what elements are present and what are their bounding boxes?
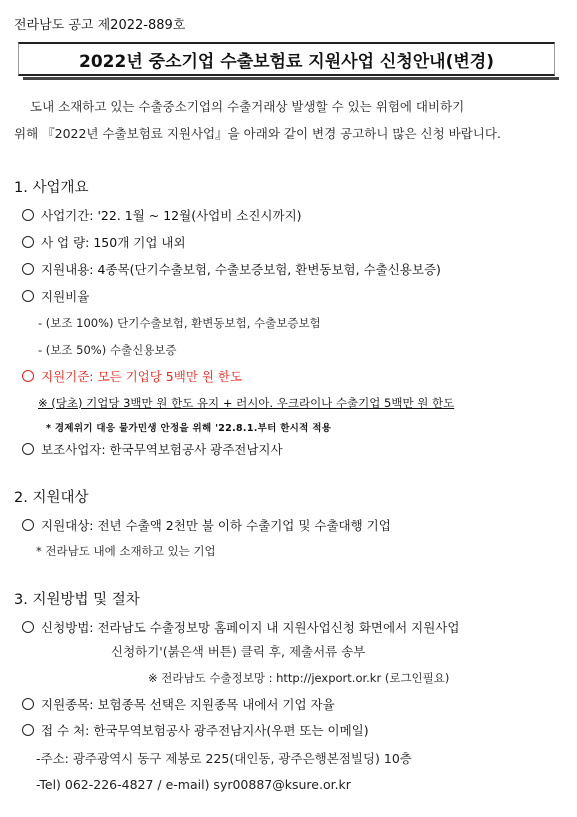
content-text: 지원내용: 4종목(단기수출보험, 수출보증보험, 환변동보험, 수출신용보증) <box>41 262 441 277</box>
circle-bullet-icon <box>22 443 34 455</box>
scale-text: 사 업 량: 150개 기업 내외 <box>41 235 186 250</box>
target-item <box>22 516 391 534</box>
method-note: ※ 전라남도 수출정보망 : http://jexport.or.kr (로그인필요) <box>148 671 450 685</box>
target-note: * 전라남도 내에 소재하고 있는 기업 <box>36 544 216 558</box>
temporary-note: * 경제위기 대응 물가민생 안정을 위해 '22.8.1.부터 한시적 적용 <box>46 423 332 434</box>
circle-bullet-icon <box>22 209 34 221</box>
section-1-heading: 1. 사업개요 <box>14 180 89 196</box>
period-text: 사업기간: '22. 1월 ~ 12월(사업비 소진시까지) <box>41 208 302 223</box>
ratio-text: 지원비율 <box>41 289 90 304</box>
circle-bullet-icon <box>22 519 34 531</box>
circle-bullet-icon <box>22 290 34 302</box>
scale-item <box>22 233 186 251</box>
circle-bullet-icon <box>22 370 34 382</box>
title-box <box>18 42 555 76</box>
criteria-text: 지원기준: 모든 기업당 5백만 원 한도 <box>41 369 243 384</box>
current-note: ※ (당초) 기업당 3백만 원 한도 유지 + 러시아. 우크라이나 수출기업 5백만 원 한도 <box>38 396 455 410</box>
circle-bullet-icon <box>22 236 34 248</box>
ratio-100-text: - (보조 100%) 단기수출보험, 환변동보험, 수출보증보험 <box>38 316 321 330</box>
content-item <box>22 260 441 278</box>
page-title: 2022년 중소기업 수출보험료 지원사업 신청안내(변경) <box>79 51 494 72</box>
item-select-text: 지원종목: 보험종목 선택은 지원종목 내에서 기업 자율 <box>41 697 335 712</box>
address-text: -주소: 광주광역시 동구 제봉로 225(대인동, 광주은행본점빌딩) 10층 <box>36 751 412 766</box>
item-select-item <box>22 695 335 713</box>
method-text-line-2: 신청하기'(붉은색 버튼) 클릭 후, 제출서류 송부 <box>111 644 366 659</box>
section-3-heading: 3. 지원방법 및 절차 <box>14 592 140 608</box>
period-item <box>22 206 302 224</box>
criteria-item <box>22 367 242 385</box>
circle-bullet-icon <box>22 621 34 633</box>
intro-line-1: 도내 소재하고 있는 수출중소기업의 수출거래상 발생할 수 있는 위험에 대비하기 <box>30 99 465 114</box>
contact-text: -Tel) 062-226-4827 / e-mail) syr00887@ksure.or.kr <box>36 777 351 792</box>
notice-number: 전라남도 공고 제2022-889호 <box>14 18 186 33</box>
circle-bullet-icon <box>22 698 34 710</box>
operator-item <box>22 440 283 458</box>
operator-text: 보조사업자: 한국무역보험공사 광주전남지사 <box>41 442 283 457</box>
circle-bullet-icon <box>22 724 34 736</box>
section-2-heading: 2. 지원대상 <box>14 490 89 506</box>
ratio-item <box>22 287 89 305</box>
reception-item <box>22 721 369 739</box>
method-text-line-1: 신청방법: 전라남도 수출정보망 홈페이지 내 지원사업신청 화면에서 지원사업 <box>41 620 460 635</box>
ratio-50-text: - (보조 50%) 수출신용보증 <box>38 343 177 357</box>
target-text: 지원대상: 전년 수출액 2천만 불 이하 수출기업 및 수출대행 기업 <box>41 518 391 533</box>
reception-text: 접 수 처: 한국무역보험공사 광주전남지사(우편 또는 이메일) <box>41 723 369 738</box>
circle-bullet-icon <box>22 263 34 275</box>
intro-line-2: 위해 『2022년 수출보험료 지원사업』을 아래와 같이 변경 공고하니 많은 신청 바랍니다. <box>14 126 501 141</box>
method-item <box>22 618 459 636</box>
